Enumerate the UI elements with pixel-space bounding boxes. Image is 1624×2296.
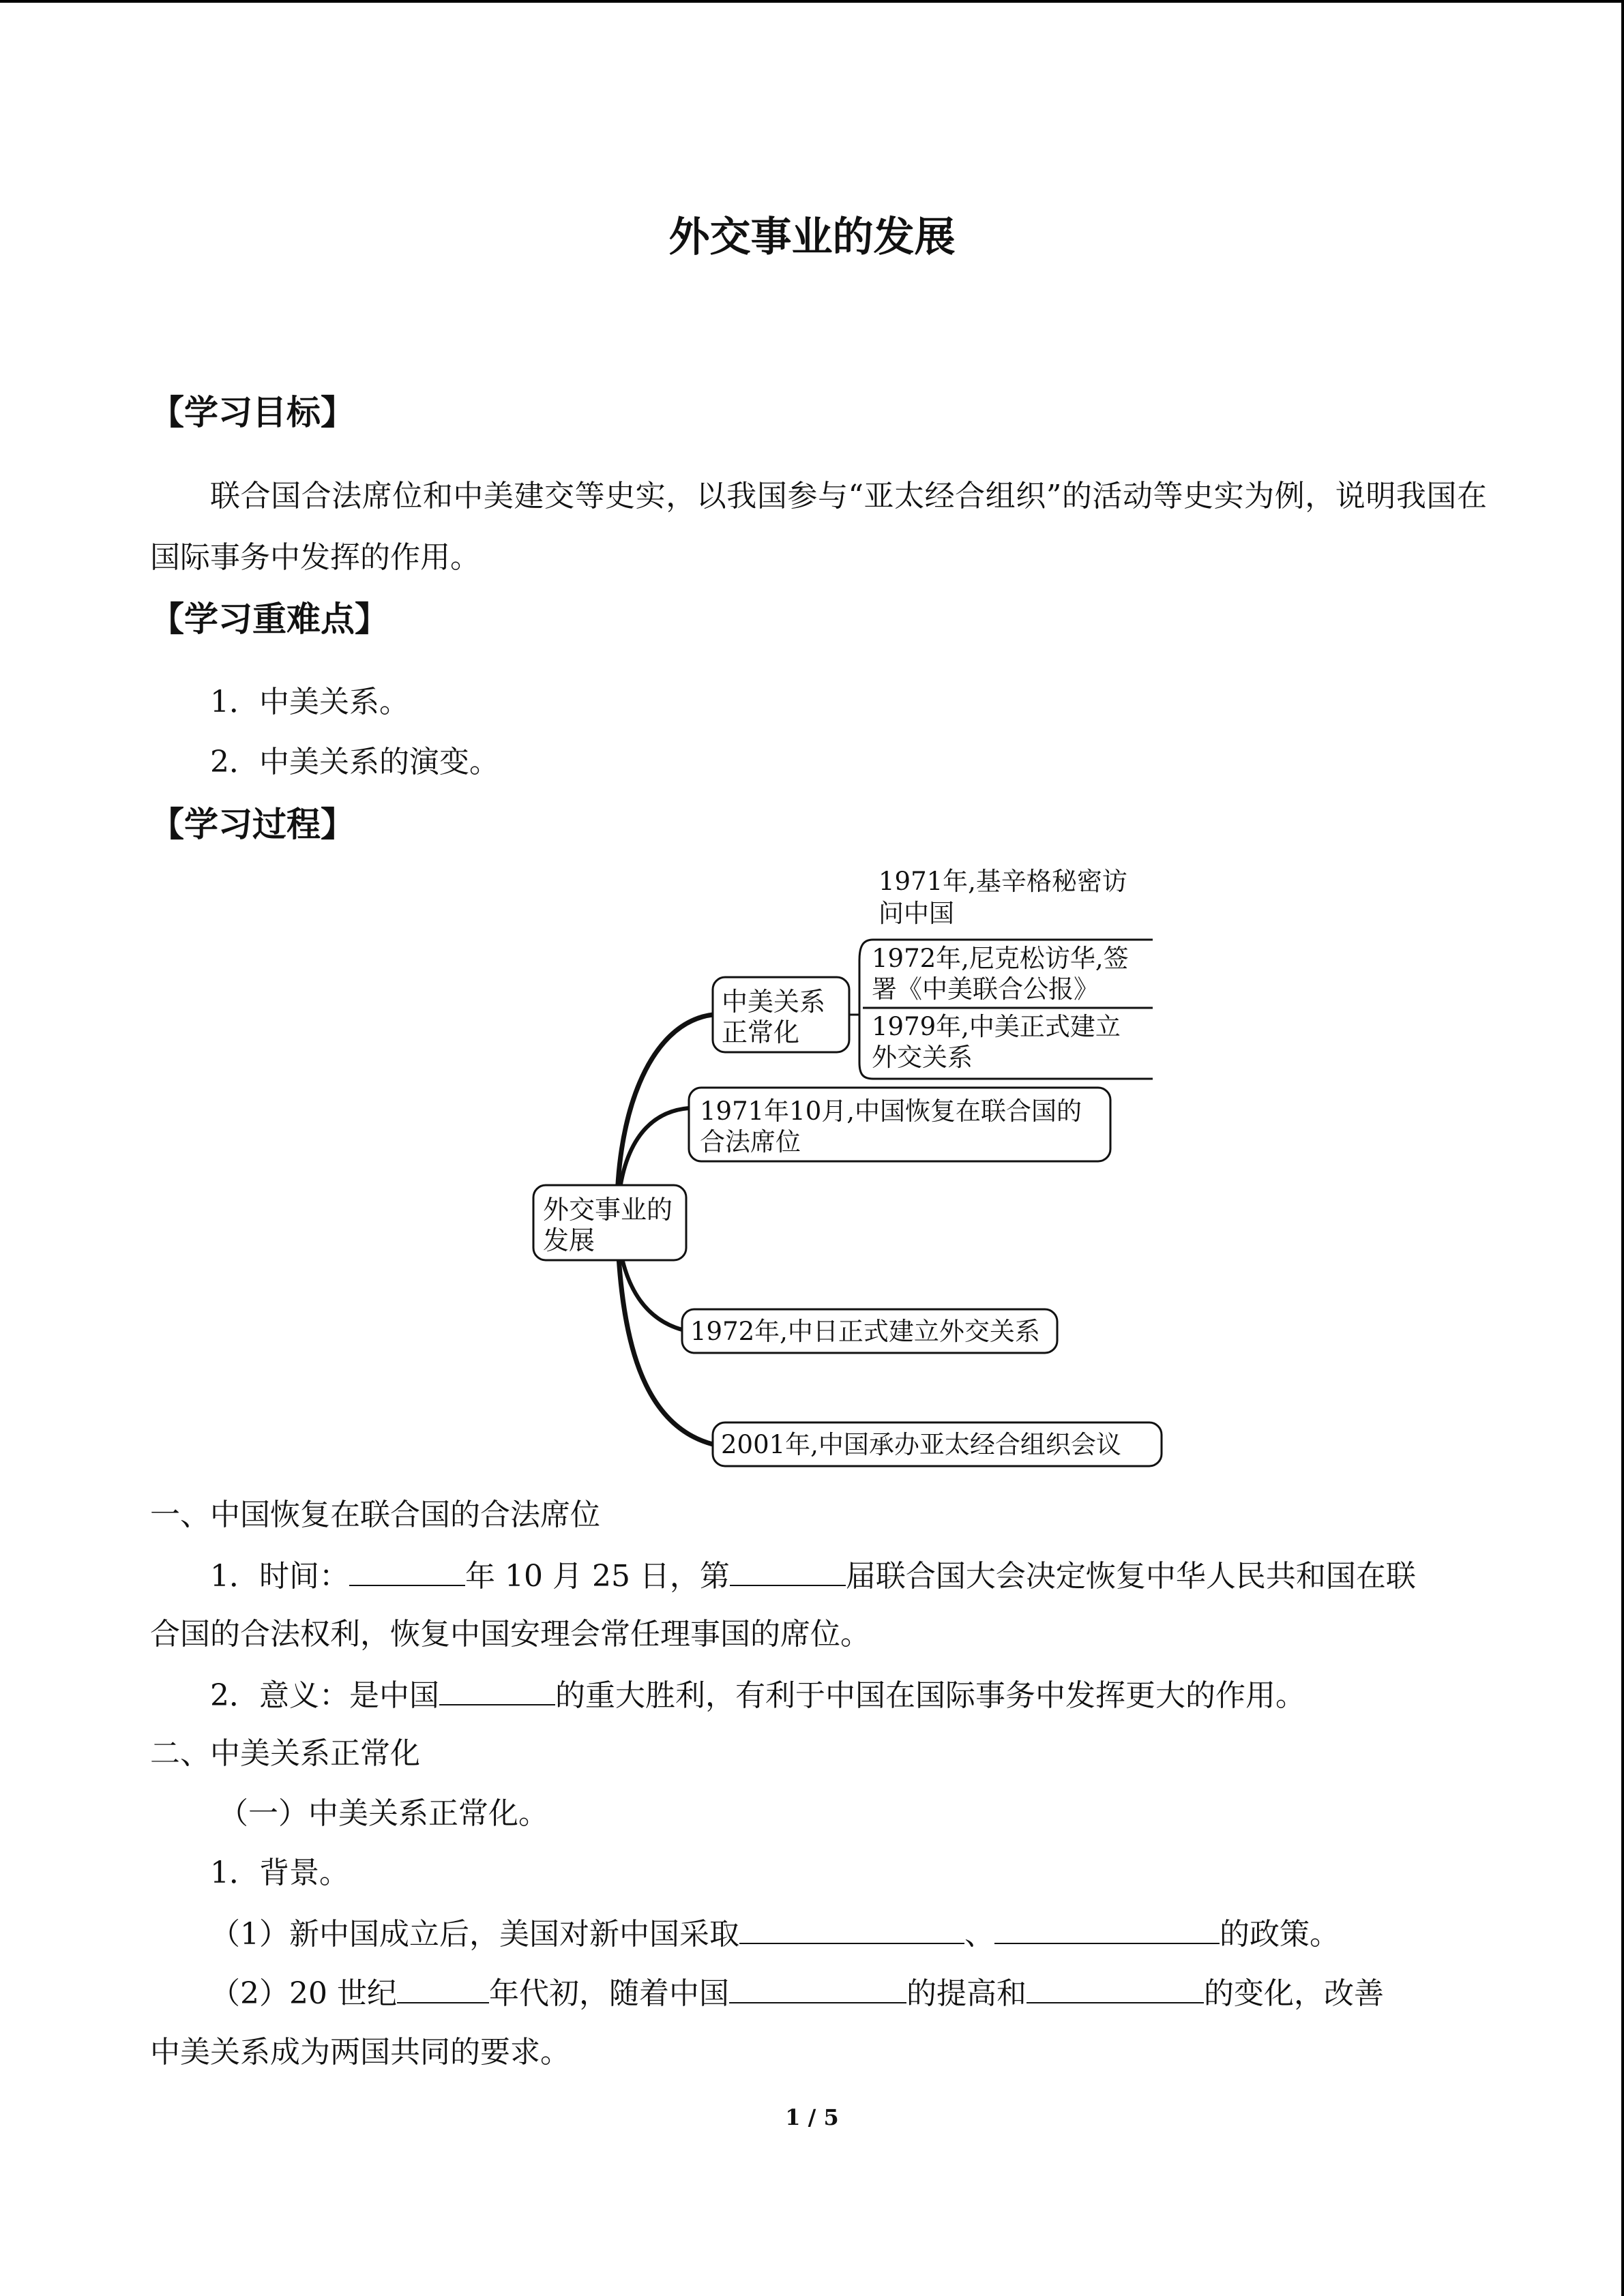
answer-blank-significance[interactable] <box>439 1674 555 1705</box>
part2-b2 <box>150 1972 1384 2014</box>
sub-event-1-line1: 1971年,基辛格秘密访 <box>879 867 1127 896</box>
part1-q2 <box>150 1674 1305 1716</box>
answer-blank-status[interactable] <box>729 1972 906 2003</box>
sub-event-3-line2: 外交关系 <box>872 1043 973 1072</box>
page-title: 外交事业的发展 <box>668 213 956 261</box>
part1-heading: 一、中国恢复在联合国的合法席位 <box>150 1497 600 1532</box>
part1-q2-prefix: 2．意义：是中国 <box>210 1678 439 1713</box>
part2-b2-prefix: （2）20 世纪 <box>210 1976 397 2011</box>
part1-q1-mid2: 届联合国大会决定恢复中华人民共和国在联 <box>845 1559 1416 1594</box>
part1-q2-suffix: 的重大胜利，有利于中国在国际事务中发挥更大的作用。 <box>555 1678 1305 1713</box>
key-points-heading: 【学习重难点】 <box>150 599 389 639</box>
goals-text: 联合国合法席位和中美建交等史实，以我国参与“亚太经合组织”的活动等史实为例，说明我国在国际事务中发挥的作用。 <box>150 479 1487 575</box>
goals-heading: 【学习目标】 <box>150 393 355 432</box>
sub-event-2-line2: 署《中美联合公报》 <box>872 974 1099 1004</box>
mindmap-root-line2: 发展 <box>543 1225 595 1255</box>
part2-b1-sep: 、 <box>964 1917 994 1952</box>
mindmap-diagram <box>518 859 1173 1493</box>
answer-blank-situation[interactable] <box>1027 1972 1204 2003</box>
part2-b2-mid2: 的提高和 <box>906 1976 1027 2011</box>
page-right-border <box>1621 0 1624 2296</box>
sub-event-3-line1: 1979年,中美正式建立 <box>872 1012 1121 1041</box>
page-number: 1 / 5 <box>785 2104 839 2130</box>
part1-q1-prefix: 1．时间： <box>210 1559 349 1594</box>
mindmap-un-seat-line2: 合法席位 <box>700 1127 801 1157</box>
part2-b1-suffix: 的政策。 <box>1220 1917 1340 1952</box>
part2-b1 <box>150 1913 1340 1955</box>
answer-blank-policy-1[interactable] <box>739 1913 964 1944</box>
process-heading: 【学习过程】 <box>150 805 355 844</box>
part2-sub-heading: （一）中美关系正常化。 <box>218 1796 548 1831</box>
part1-q1 <box>150 1555 1416 1597</box>
key-point-2: 2．中美关系的演变。 <box>210 745 499 779</box>
answer-blank-policy-2[interactable] <box>994 1913 1220 1944</box>
mindmap-apec-text: 2001年,中国承办亚太经合组织会议 <box>721 1430 1121 1459</box>
part1-q1-mid1: 年 10 月 25 日，第 <box>465 1559 730 1594</box>
answer-blank-year[interactable] <box>349 1555 465 1586</box>
part2-b2-mid1: 年代初，随着中国 <box>488 1976 729 2011</box>
part2-background: 1．背景。 <box>210 1855 349 1890</box>
mindmap-china-japan-text: 1972年,中日正式建立外交关系 <box>690 1317 1040 1346</box>
mindmap-normalization-line1: 中美关系 <box>722 987 826 1017</box>
mindmap-root-line1: 外交事业的 <box>543 1195 673 1225</box>
sub-events-bracket <box>859 940 873 1079</box>
answer-blank-decade[interactable] <box>397 1972 489 2003</box>
mindmap-un-seat-line1: 1971年10月,中国恢复在联合国的 <box>700 1097 1082 1126</box>
sub-event-1-line2: 问中国 <box>879 899 954 928</box>
sub-event-2-line1: 1972年,尼克松访华,签 <box>872 944 1129 973</box>
part2-b2-suffix: 的变化，改善 <box>1203 1976 1384 2011</box>
part2-b1-prefix: （1）新中国成立后，美国对新中国采取 <box>210 1917 739 1952</box>
page-top-border <box>0 0 1624 3</box>
key-point-1: 1．中美关系。 <box>210 685 409 719</box>
part1-q1-continuation: 合国的合法权利，恢复中国安理会常任理事国的席位。 <box>150 1617 870 1652</box>
part2-b2-continuation: 中美关系成为两国共同的要求。 <box>150 2035 570 2070</box>
answer-blank-session[interactable] <box>730 1555 846 1586</box>
mindmap-normalization-line2: 正常化 <box>722 1017 800 1047</box>
part2-heading: 二、中美关系正常化 <box>150 1736 420 1771</box>
